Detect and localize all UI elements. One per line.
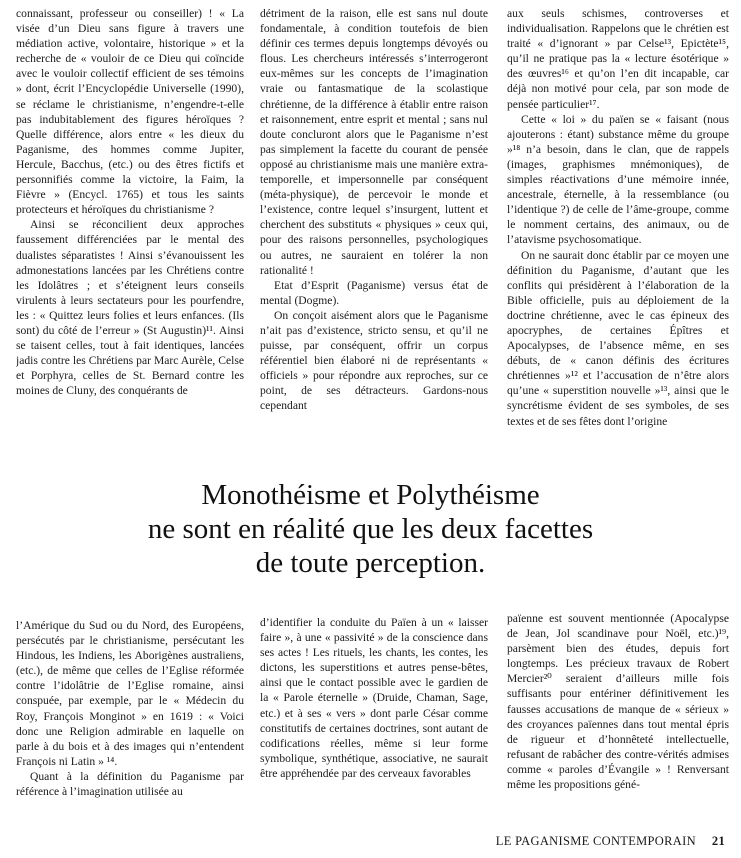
pull-quote-line: ne sont en réalité que les deux facettes [147, 513, 594, 545]
column-5 [260, 615, 488, 825]
paragraph: païenne est souvent mentionnée (Apocalypse de Jean, Jol scandinave pour Noël, etc.)¹⁹, parsèment bien des études, depuis fort longtemps. Les précieux travaux de Robert Mercier²⁰ seraient d’ailleurs mille fois suffisants pour entériner définitivement les fausses accusations de manque de « sérieux » des croyances païennes dans tout mental épris de rigueur et d’honnêteté intellectuelle, refusant de rabâcher des contre-vérités admises comme « paroles d’Évangile » ! Renversant même les propositions géné- [507, 612, 729, 792]
paragraph: l’Amérique du Sud ou du Nord, des Européens, persécutés par le christianisme, persécutant les Hindous, les Indiens, les Aborigènes australiens, (etc.), de même que celles de l’Eglise réformée contre l’idolâtrie de l’Eglise romaine, ainsi conspuée, par exemple, par le « Médecin du Roy, François Monginot » en 1619 : « Voici donc une Religion admirable en laquelle on parle à du bois et à des images qui n’entendent François ni Latin » ¹⁴. [16, 619, 244, 768]
column-1 [16, 6, 244, 466]
running-title: LE PAGANISME CONTEMPORAIN [495, 834, 696, 848]
column-3 [507, 6, 729, 466]
paragraph: On ne saurait donc établir par ce moyen une définition du Paganisme, d’autant que les conflits qui présidèrent à l’élaboration de la Bible officielle, puis au déploiement de la doctrine chrétienne, avec le cas épineux des apocryphes, de certaines Épîtres et Apocalypses, de l’absence même, en ses débuts, de « canon définis des écritures chrétiennes »¹² et l’accusation de n’être alors qu’une « superstition nouvelle »¹³, ainsi que le syncrétisme évident de ses symboles, de ses textes et de ses fêtes dont l’origine [507, 248, 729, 428]
column-2 [260, 6, 488, 466]
paragraph: On conçoit aisément alors que le Paganisme n’ait pas d’existence, stricto sensu, et qu’il ne puisse, par conséquent, offrir un corpus référentiel bien élaboré ni de représentants « officiels » pour répondre aux reproches, sur ce point, de ses détracteurs. Gardons-nous cependant [260, 308, 488, 413]
paragraph: Etat d’Esprit (Paganisme) versus état de mental (Dogme). [260, 278, 488, 307]
paragraph: connaissant, professeur ou conseiller) ! « La visée d’un Dieu sans figure à travers une médiation active, volontaire, historique » et la recherche de « vouloir de ce Dieu qui coïncide avec le vouloir collectif efficient de ses témoins » dont, écrit l’Encyclopédie Universelle (1990), se réclame le christianisme, n’engendre-t-elle pas indubitablement des figures héroïques ? Quelle différence, alors entre « les dieux du Paganisme, des hommes comme Jupiter, Hercule, Bacchus, (etc.) ou des êtres fictifs et personnifiés comme la victoire, la Faim, la Fièvre » (Encycl. 1765) et tous les saints protecteurs et héroïques du christianisme ? [16, 7, 244, 217]
page-number: 21 [711, 834, 725, 848]
paragraph: d’identifier la conduite du Païen à un « laisser faire », à une « passivité » de la conscience dans ses actes ! Les rituels, les chants, les contes, les dictons, les superstitions et autres pense-bêtes, ainsi que le contact possible avec le gardien de la « Parole éternelle » (Druide, Chaman, Sage, etc.) et à ses « vers » dont parle César comme constitutifs de certaines doctrines, sont autant de codifications réelles, même si leur forme symbolique, synthétique, associative, ne saurait être appréhendée par des cerveaux favorables [260, 616, 488, 780]
column-6 [507, 611, 729, 823]
pull-quote-line: de toute perception. [255, 547, 486, 579]
paragraph: aux seuls schismes, controverses et individualisation. Rappelons que le chrétien est traité « d’ignorant » par Celse¹³, Epictète¹⁵, qu’il ne pratique pas la « lecture ésotérique » des œuvres¹⁶ et qu’on l’en dit incapable, car déjà non motivé pour cela, par son mode de pensée particulier¹⁷. [507, 7, 729, 111]
paragraph: détriment de la raison, elle est sans nul doute fondamentale, à condition toutefois de bien définir ces termes depuis longtemps dévoyés ou flous. Les chercheurs intéressés s’interrogeront eux-mêmes sur les concepts de l’imagination vraie ou fantasmatique de la scolastique chrétienne, de la différence à établir entre raison et raisonnement, entre esprit et mental ; sans nul doute concluront alors que le Paganisme n’est pas simplement la facette du courant de pensée opposé au christianisme mais une manière extra-temporelle, et impersonnelle par conséquent (méta-physique), de percevoir le monde et l’existence, contre lequel s’insurgent, luttent et cherchent des substituts « physiques » ceux qui, pour des raisons personnelles, psychologiques ou autres, ne sauraient en tolérer la non rationalité ! [260, 7, 488, 277]
pull-quote [0, 478, 741, 580]
paragraph: Ainsi se réconcilient deux approches faussement différenciées par le mental des dualistes séparatistes ! Ainsi s’évanouissent les admonestations lancées par les Chrétiens contre les Idolâtres ; et s’éteignent leurs conseils virulents à leurs sectateurs pour les pourfendre, les : « Quittez leurs folies et leurs enfances. (Ils sont) du côté de l’erreur » (St Augustin)¹¹. Ainsi se taisent celles, tout à fait identiques, lancées jadis contre les Chrétiens par Marc Aurèle, Celse et Porphyra, celles de St. Bernard contre les moines de Cluny, des conquérants de [16, 218, 244, 398]
page-footer [496, 834, 725, 849]
paragraph: Cette « loi » du païen se « faisant (nous ajouterons : étant) substance même du groupe »¹⁸ n’a besoin, dans le clan, que de rappels (images, graphismes mnémoniques), de simples réactivations d’une mémoire innée, ancestrale, éternelle, à la ressemblance (ou l’identique ?) de celle de l’âme-groupe, comme le nomment certains, des animaux, ou de l’atavisme psychosomatique. [507, 112, 729, 247]
pull-quote-line: Monothéisme et Polythéisme [201, 479, 540, 511]
paragraph: Quant à la définition du Paganisme par référence à l’imagination utilisée au [16, 769, 244, 799]
column-4 [16, 618, 244, 822]
